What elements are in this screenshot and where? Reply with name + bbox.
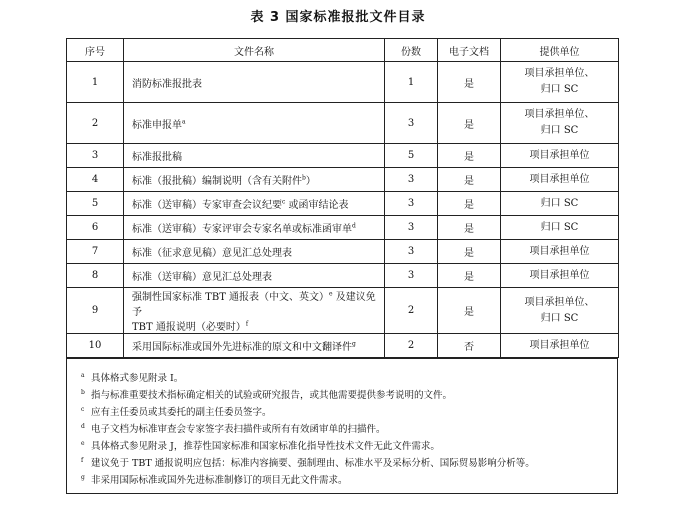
table-row bbox=[67, 334, 619, 358]
footnote-mark: e bbox=[81, 440, 85, 447]
unit-line: 归口 SC bbox=[540, 125, 579, 136]
table-header-row bbox=[67, 39, 619, 62]
unit-line: 项目承担单位、 bbox=[524, 296, 595, 308]
cell-electronic: 是 bbox=[438, 103, 501, 144]
cell-name bbox=[124, 62, 385, 103]
footnote-mark: c bbox=[282, 198, 286, 206]
cell-no: 8 bbox=[67, 264, 124, 288]
footnote bbox=[81, 469, 617, 486]
header-copies: 份数 bbox=[385, 39, 438, 62]
cell-name bbox=[124, 168, 385, 192]
footnote bbox=[81, 367, 617, 384]
table-row bbox=[67, 216, 619, 240]
footnote-mark: e bbox=[329, 290, 333, 298]
cell-copies: 1 bbox=[385, 62, 438, 103]
unit-line: 项目承担单位 bbox=[529, 269, 590, 281]
footnote bbox=[81, 452, 617, 469]
unit-line: 归口 SC bbox=[540, 197, 579, 209]
header-name: 文件名称 bbox=[124, 39, 385, 62]
cell-no: 4 bbox=[67, 168, 124, 192]
cell-no: 6 bbox=[67, 216, 124, 240]
cell-electronic: 是 bbox=[438, 144, 501, 168]
file-name: 标准报批稿 bbox=[132, 152, 182, 163]
cell-unit bbox=[501, 334, 619, 358]
cell-electronic: 是 bbox=[438, 288, 501, 334]
cell-no: 10 bbox=[67, 334, 124, 358]
footnote-text: 非采用国际标准或国外先进标准制修订的项目无此文件需求。 bbox=[91, 475, 348, 487]
cell-no: 1 bbox=[67, 62, 124, 103]
file-name: 标准（送审稿）专家评审会专家名单或标准函审单 bbox=[132, 224, 352, 235]
footnote-mark: g bbox=[81, 474, 85, 481]
cell-electronic: 是 bbox=[438, 192, 501, 216]
cell-copies: 3 bbox=[385, 103, 438, 144]
unit-line: 项目承担单位 bbox=[529, 149, 590, 161]
file-name: 采用国际标准或国外先进标准的原文和中文翻译件 bbox=[132, 342, 352, 353]
unit-line: 项目承担单位、 bbox=[524, 68, 595, 79]
footnote-mark: a bbox=[81, 372, 85, 379]
footnote bbox=[81, 418, 617, 435]
file-name: 标准（送审稿）专家审查会议纪要 bbox=[132, 200, 282, 211]
footnote bbox=[81, 435, 617, 452]
cell-unit bbox=[501, 216, 619, 240]
cell-name bbox=[124, 192, 385, 216]
cell-unit bbox=[501, 62, 619, 103]
cell-name bbox=[124, 288, 385, 334]
footnote-mark: f bbox=[245, 320, 249, 328]
unit-line: 归口 SC bbox=[540, 221, 579, 233]
footnote-mark: d bbox=[352, 222, 356, 230]
footnote-mark: d bbox=[81, 423, 85, 430]
footnote-mark: f bbox=[81, 457, 84, 464]
file-name-tail: 或函审结论表 bbox=[285, 200, 349, 211]
cell-unit bbox=[501, 240, 619, 264]
header-unit: 提供单位 bbox=[501, 39, 619, 62]
file-name: 标准（报批稿）编制说明（含有关附件 bbox=[132, 176, 302, 187]
table-row bbox=[67, 192, 619, 216]
file-name: 标准（送审稿）意见汇总处理表 bbox=[132, 272, 272, 283]
cell-name bbox=[124, 240, 385, 264]
cell-name bbox=[124, 103, 385, 144]
cell-copies: 2 bbox=[385, 288, 438, 334]
footnote-text: 应有主任委员或其委托的副主任委员签字。 bbox=[91, 407, 272, 419]
footnote-mark: b bbox=[302, 174, 306, 182]
cell-name bbox=[124, 264, 385, 288]
cell-no: 5 bbox=[67, 192, 124, 216]
unit-line: 项目承担单位 bbox=[529, 339, 590, 351]
footnotes bbox=[66, 358, 618, 494]
footnote-text: 建议免于 TBT 通报说明应包括：标准内容摘要、强制理由、标准水平及采标分析、国际贸易影响分析等。 bbox=[91, 458, 535, 470]
cell-unit bbox=[501, 168, 619, 192]
cell-name bbox=[124, 334, 385, 358]
footnote-mark: c bbox=[81, 406, 85, 413]
file-name: 标准（征求意见稿）意见汇总处理表 bbox=[132, 248, 292, 259]
file-name: 强制性国家标准 TBT 通报表（中文、英文） bbox=[132, 292, 330, 303]
document-table bbox=[66, 38, 619, 358]
table-row bbox=[67, 264, 619, 288]
footnote bbox=[81, 401, 617, 418]
unit-line: 归口 SC bbox=[540, 312, 579, 324]
cell-name bbox=[124, 144, 385, 168]
cell-no: 7 bbox=[67, 240, 124, 264]
cell-electronic: 是 bbox=[438, 264, 501, 288]
table-row bbox=[67, 288, 619, 334]
table-row bbox=[67, 103, 619, 144]
file-name-tail: 及建议免予 bbox=[132, 292, 376, 318]
header-no: 序号 bbox=[67, 39, 124, 62]
file-name: 标准申报单 bbox=[132, 119, 182, 131]
table-title: 表 3 国家标准报批文件目录 bbox=[250, 10, 426, 25]
cell-electronic: 是 bbox=[438, 168, 501, 192]
table-row bbox=[67, 144, 619, 168]
cell-unit bbox=[501, 103, 619, 144]
footnote-text: 指与标准重要技术指标确定相关的试验或研究报告，或其他需要提供参考说明的文件。 bbox=[91, 390, 453, 402]
unit-line: 项目承担单位 bbox=[529, 245, 590, 257]
cell-copies: 5 bbox=[385, 144, 438, 168]
cell-unit bbox=[501, 288, 619, 334]
file-name-line2: TBT 通报说明（必要时） bbox=[132, 322, 246, 333]
cell-copies: 3 bbox=[385, 240, 438, 264]
footnote-mark: b bbox=[81, 389, 85, 396]
footnote-text: 具体格式参见附录 I。 bbox=[91, 373, 184, 385]
table-row bbox=[67, 62, 619, 103]
footnote-mark: a bbox=[182, 118, 186, 126]
cell-copies: 2 bbox=[385, 334, 438, 358]
cell-electronic: 否 bbox=[438, 334, 501, 358]
cell-electronic: 是 bbox=[438, 62, 501, 103]
table-row bbox=[67, 240, 619, 264]
cell-electronic: 是 bbox=[438, 240, 501, 264]
cell-unit bbox=[501, 144, 619, 168]
footnote-text: 电子文档为标准审查会专家签字表扫描件或所有有效函审单的扫描件。 bbox=[91, 424, 386, 436]
footnote-text: 具体格式参见附录 J，推荐性国家标准和国家标准化指导性技术文件无此文件需求。 bbox=[91, 441, 440, 453]
cell-copies: 3 bbox=[385, 168, 438, 192]
footnote bbox=[81, 384, 617, 401]
cell-copies: 3 bbox=[385, 216, 438, 240]
cell-name bbox=[124, 216, 385, 240]
table-row bbox=[67, 168, 619, 192]
cell-no: 9 bbox=[67, 288, 124, 334]
cell-no: 2 bbox=[67, 103, 124, 144]
cell-copies: 3 bbox=[385, 192, 438, 216]
cell-electronic: 是 bbox=[438, 216, 501, 240]
cell-no: 3 bbox=[67, 144, 124, 168]
cell-copies: 3 bbox=[385, 264, 438, 288]
unit-line: 项目承担单位、 bbox=[524, 109, 595, 120]
cell-unit bbox=[501, 264, 619, 288]
cell-unit bbox=[501, 192, 619, 216]
file-name: 消防标准报批表 bbox=[132, 78, 202, 90]
footnote-mark: g bbox=[352, 340, 356, 348]
unit-line: 归口 SC bbox=[540, 84, 579, 95]
unit-line: 项目承担单位 bbox=[529, 173, 590, 185]
file-name-tail: ） bbox=[305, 176, 316, 187]
header-electronic: 电子文档 bbox=[438, 39, 501, 62]
